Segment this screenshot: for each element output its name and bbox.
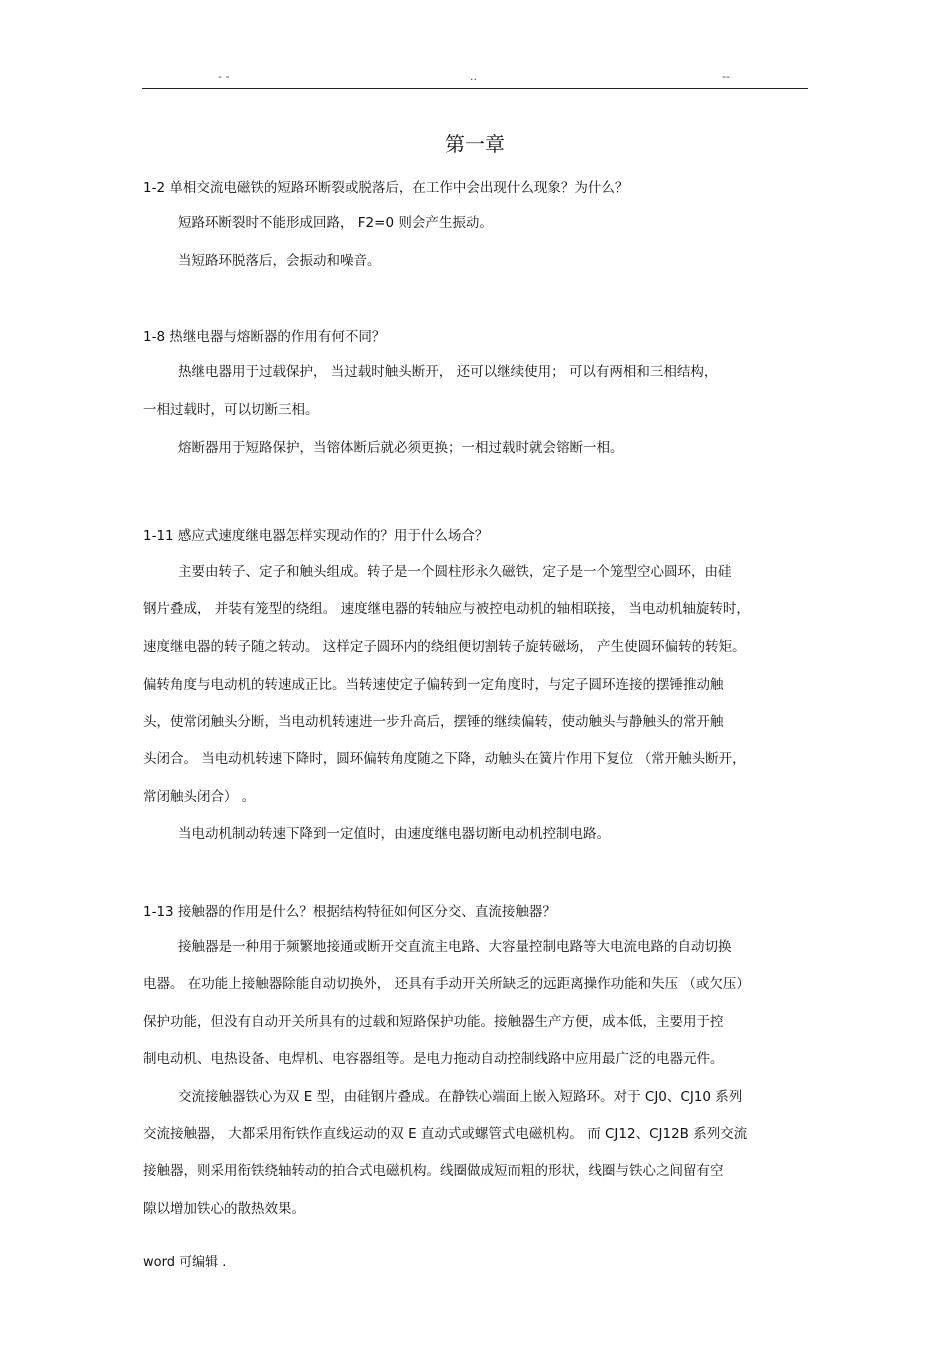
answer-line: 头闭合。 当电动机转速下降时，圆环偏转角度随之下降，动触头在簧片作用下复位 （常开触头断开， — [143, 751, 746, 767]
answer-line: 交流接触器铁心为双 E 型，由硅钢片叠成。在静铁心端面上嵌入短路环。对于 CJ0、CJ10 系列 — [178, 1089, 743, 1105]
answer-line: 当短路环脱落后，会振动和噪音。 — [178, 253, 381, 269]
answer-line: 主要由转子、定子和触头组成。转子是一个圆柱形永久磁铁，定子是一个笼型空心圆环，由硅 — [178, 564, 732, 580]
answer-line: 头，使常闭触头分断，当电动机转速进一步升高后，摆锤的继续偏转，使动触头与静触头的常开触 — [143, 714, 724, 730]
header-center: .. — [470, 70, 477, 83]
answer-line: 熔断器用于短路保护，当镕体断后就必须更换；一相过载时就会镕断一相。 — [178, 440, 624, 456]
question-1-11: 1-11 感应式速度继电器怎样实现动作的？用于什么场合？ — [143, 528, 489, 544]
answer-line: 交流接触器， 大都采用衔铁作直线运动的双 E 直动式或螺管式电磁机构。 而 CJ12、CJ12B 系列交流 — [143, 1126, 748, 1142]
answer-line: 接触器是一种用于频繁地接通或断开交直流主电路、大容量控制电路等大电流电路的自动切换 — [178, 939, 732, 955]
answer-line: 当电动机制动转速下降到一定值时，由速度继电器切断电动机控制电路。 — [178, 826, 610, 842]
header-left: - - — [218, 70, 230, 83]
question-1-13: 1-13 接触器的作用是什么？根据结构特征如何区分交、直流接触器？ — [143, 904, 556, 920]
answer-line: 偏转角度与电动机的转速成正比。当转速使定子偏转到一定角度时，与定子圆环连接的摆锤推动触 — [143, 677, 724, 693]
header-rule — [142, 88, 808, 89]
answer-line: 速度继电器的转子随之转动。 这样定子圆环内的绕组便切割转子旋转磁场， 产生使圆环偏转的转矩。 — [143, 639, 746, 655]
answer-line: 钢片叠成， 并装有笼型的绕组。 速度继电器的转轴应与被控电动机的轴相联接， 当电动机轴旋转时， — [143, 601, 750, 617]
answer-line: 一相过载时，可以切断三相。 — [143, 402, 319, 418]
answer-line: 短路环断裂时不能形成回路， F2=0 则会产生振动。 — [178, 215, 493, 231]
footer-note: word 可编辑 . — [143, 1255, 227, 1270]
answer-line: 电器。 在功能上接触器除能自动切换外， 还具有手动开关所缺乏的远距离操作功能和失压 （或欠压） — [143, 976, 750, 992]
answer-line: 保护功能，但没有自动开关所具有的过载和短路保护功能。接触器生产方便，成本低，主要用于控 — [143, 1014, 724, 1030]
answer-line: 制电动机、电热设备、电焊机、电容器组等。是电力拖动自动控制线路中应用最广泛的电器元件。 — [143, 1051, 724, 1067]
chapter-title: 第一章 — [445, 132, 505, 156]
header-right: -- — [722, 70, 730, 83]
answer-line: 接触器，则采用衔铁绕轴转动的拍合式电磁机构。线圈做成短而粗的形状，线圈与铁心之间留有空 — [143, 1163, 724, 1179]
question-1-2: 1-2 单相交流电磁铁的短路环断裂或脱落后，在工作中会出现什么现象？为什么？ — [143, 180, 629, 196]
answer-line: 常闭触头闭合） 。 — [143, 789, 256, 805]
question-1-8: 1-8 热继电器与熔断器的作用有何不同？ — [143, 329, 386, 345]
answer-line: 隙以增加铁心的散热效果。 — [143, 1201, 305, 1217]
answer-line: 热继电器用于过载保护， 当过载时触头断开， 还可以继续使用； 可以有两相和三相结构， — [178, 364, 718, 380]
